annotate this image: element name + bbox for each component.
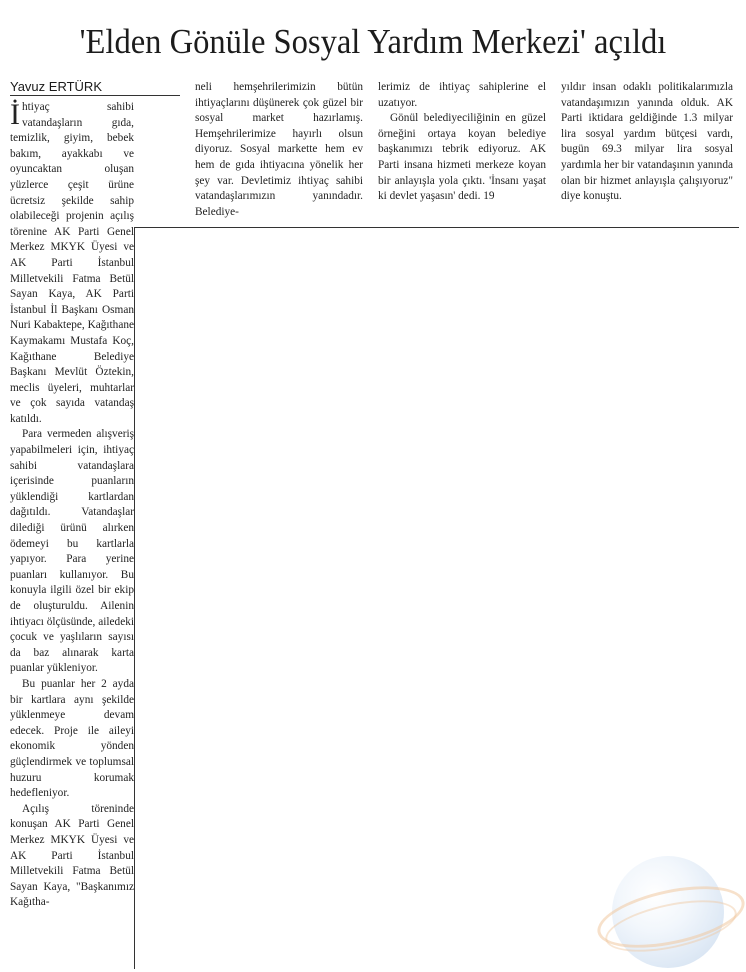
byline: Yavuz ERTÜRK <box>10 80 180 96</box>
photo-frame <box>134 227 739 969</box>
paragraph: yıldır insan odaklı politikalarımızla vatandaşımızın yanında olduk. AK Parti iktidara geldiğinde 1.3 milyar lira sosyal yardım bütçesi vardı, bugün 69.3 milyar lira sosyal yardımla her bir vatandaşının yanında olan bir hizmet anlayışla çalışıyoruz" diye konuştu. <box>561 81 733 203</box>
article-column-4 <box>561 80 733 205</box>
article-column-3 <box>378 80 546 205</box>
article-column-1 <box>10 100 134 911</box>
paragraph: Bu puanlar her 2 ayda bir kartlara aynı şekilde yüklenmeye devam edecek. Proje ile aileyi ekonomik yönden güçlendirmek ve toplumsal huzuru korumak hedefleniyor. <box>10 677 134 800</box>
headline: 'Elden Gönüle Sosyal Yardım Merkezi' açıldı <box>79 22 667 61</box>
paragraph: Para vermeden alışveriş yapabilmeleri için, ihtiyaç sahibi vatandaşlara içerisinde puanların yüklendiği kartlardan dağıtıldı. Vatandaşlar dilediği ürünü alırken ödemeyi bu kartlarla yapıyor. Para yerine puanları kullanıyor. Bu konuyla ilgili özel bir ekip de oluşturuldu. Ailenin ihtiyacı ölçüsünde, ailedeki çocuk ve yaşlıların sayısı da baz alınarak karta puanlar yükleniyor. <box>10 428 134 675</box>
paragraph: neli hemşehrilerimizin bütün ihtiyaçlarını düşünerek çok güzel bir sosyal market hazırlamış. Hemşehrilerimize hayırlı olsun diyoruz. Sosyal markette hem ev hem de gıda ihtiyacına yönelik her şey var. Devletimiz ihtiyaç sahibi vatandaşlarımızın yanındadır. Belediye- <box>195 81 363 218</box>
article-column-2 <box>195 80 363 220</box>
drop-cap: İ <box>10 98 20 131</box>
paragraph: Gönül belediyeciliğinin en güzel örneğini ortaya koyan belediye başkanımızı tebrik ediyoruz. AK Parti insana hizmeti merkeze koyan bir anlayışla yola çıktı. 'İnsanı yaşat ki devlet yaşasın' dedi. 19 <box>378 112 546 203</box>
paragraph: lerimiz de ihtiyaç sahiplerine el uzatıyor. <box>378 81 546 109</box>
paragraph-text: htiyaç sahibi vatandaşların gıda, temizlik, giyim, bebek bakım, ayakkabı ve oyuncaktan oluşan yüzlerce çeşit ürüne ücretsiz şekilde sahip olabileceği projenin açılış törenine AK Parti Genel Merkez MKYK Üyesi ve AK Parti İstanbul Milletvekili Fatma Betül Sayan Kaya, AK Parti İstanbul İl Başkanı Osman Nuri Kabaktepe, Kağıthane Kaymakamı Mustafa Koç, Kağıthane Belediye Başkanı Mevlüt Öztekin, meclis üyeleri, muhtarlar ve çok sayıda vatandaş katıldı. <box>10 101 134 425</box>
paragraph <box>10 100 134 427</box>
paragraph: Açılış töreninde konuşan AK Parti Genel Merkez MKYK Üyesi ve AK Parti İstanbul Milletvekili Fatma Betül Sayan Kaya, "Başkanımız Kağıtha- <box>10 802 134 909</box>
